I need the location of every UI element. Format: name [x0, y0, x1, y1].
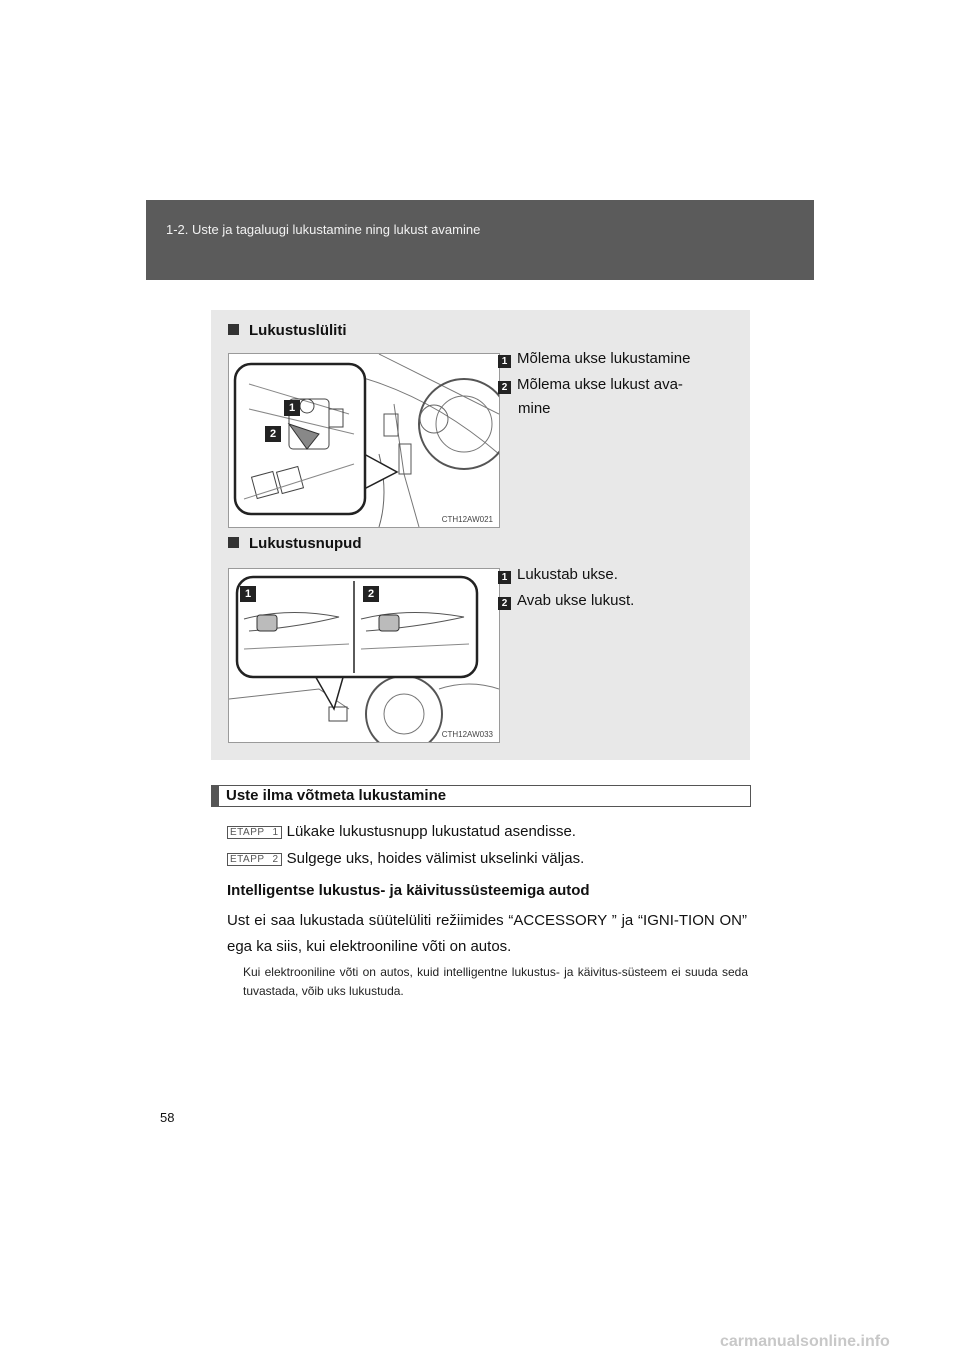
section-title-lock-buttons: Lukustusnupud [228, 535, 362, 552]
number-1-icon: 1 [498, 571, 511, 584]
figure-lock-buttons [228, 568, 500, 743]
callout-2: 2 [363, 586, 379, 602]
bullet-square-icon [228, 537, 239, 548]
legend-item-1: 1 Mõlema ukse lukustamine [498, 347, 690, 371]
bullet-square-icon [228, 324, 239, 335]
figure-code: CTH12AW021 [441, 515, 493, 524]
step-1: ETAPP 1 Lükake lukustusnupp lukustatud asendisse. [227, 823, 576, 840]
step-badge: ETAPP 1 [227, 826, 282, 839]
legend-item-2: 2 Mõlema ukse lukust ava- mine [498, 373, 743, 421]
legend-item-2: 2 Avab ukse lukust. [498, 589, 634, 613]
subheading: Intelligentse lukustus- ja käivitussüsteemiga autod [227, 882, 590, 899]
number-2-icon: 2 [498, 597, 511, 610]
figure-lock-switch [228, 353, 500, 528]
info-panel [211, 310, 750, 760]
page-number: 58 [160, 1110, 175, 1125]
step-badge: ETAPP 2 [227, 853, 282, 866]
callout-1: 1 [240, 586, 256, 602]
note-text: Kui elektrooniline võti on autos, kuid intelligentne lukustus- ja käivitus-süsteem ei suuda seda tuvastada, võib uks lukustuda. [243, 965, 748, 998]
number-2-icon: 2 [498, 381, 511, 394]
callout-1: 1 [284, 400, 300, 416]
number-1-icon: 1 [498, 355, 511, 368]
breadcrumb: 1-2. Uste ja tagaluugi lukustamine ning lukust avamine [166, 222, 481, 237]
callout-2: 2 [265, 426, 281, 442]
section-heading-keyless: Uste ilma võtmeta lukustamine [211, 785, 751, 807]
body-paragraph: Ust ei saa lukustada süütelüliti režiimides “ACCESSORY ” ja “IGNI-TION ON” ega ka siis, kui elektrooniline võti on autos. [227, 912, 747, 955]
section-title-lock-switch: Lukustuslüliti [228, 322, 347, 339]
chapter-header [146, 200, 814, 280]
figure-code: CTH12AW033 [441, 730, 493, 739]
heading-accent [212, 786, 219, 806]
legend-item-1: 1 Lukustab ukse. [498, 563, 618, 587]
watermark: carmanualsonline.info [720, 1333, 890, 1350]
step-2: ETAPP 2 Sulgege uks, hoides välimist ukselinki väljas. [227, 850, 584, 867]
